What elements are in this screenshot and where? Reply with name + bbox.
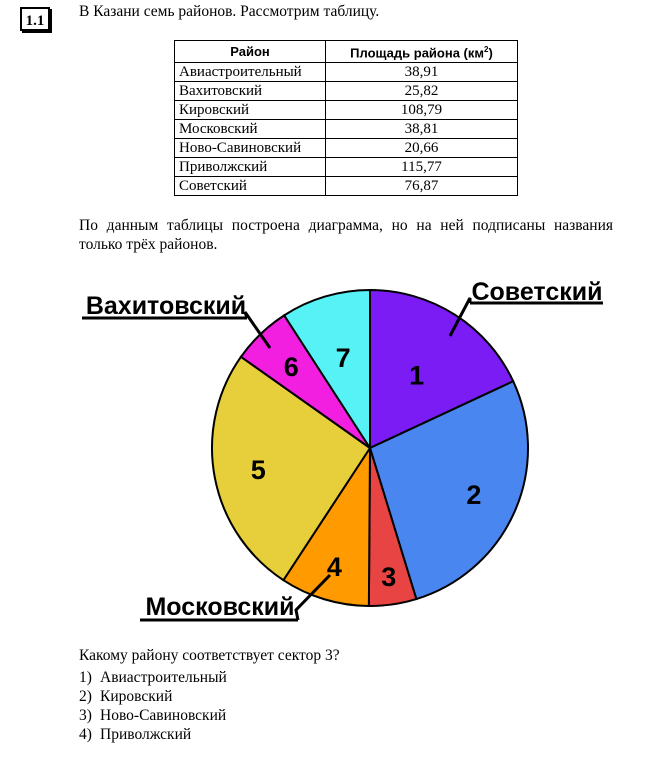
district-name: Кировский: [175, 101, 326, 120]
table-header-row: [175, 41, 518, 63]
answer-option[interactable]: [79, 668, 227, 687]
district-name: Авиастроительный: [175, 63, 326, 82]
annotation-label-4: Московский: [145, 593, 295, 621]
header-area-close: ): [488, 45, 493, 61]
slice-label-3: 3: [381, 562, 397, 593]
answer-number: 2): [79, 688, 92, 705]
header-district: Район: [175, 41, 326, 63]
annotation-label-6: Вахитовский: [85, 292, 247, 320]
task-number: 1.1: [20, 7, 50, 31]
district-name: Приволжский: [175, 158, 326, 177]
header-area: [326, 41, 518, 63]
answer-text: Авиастроительный: [100, 669, 227, 686]
table-row: [175, 63, 518, 82]
answer-text: Ново-Савиновский: [100, 707, 227, 724]
answer-number: 3): [79, 707, 92, 724]
table-row: [175, 101, 518, 120]
chart-description: По данным таблицы построена диаграмма, но на ней подписаны названия только трёх районов.: [79, 217, 613, 253]
header-area-sup: 2: [484, 45, 489, 54]
answer-text: Кировский: [100, 688, 173, 705]
answer-number: 4): [79, 726, 92, 743]
district-name: Ново-Савиновский: [175, 139, 326, 158]
district-area: 108,79: [326, 101, 518, 120]
district-area: 25,82: [326, 82, 518, 101]
table-row: [175, 120, 518, 139]
districts-table: [174, 40, 518, 196]
table-row: [175, 139, 518, 158]
annotation-label-1: Советский: [471, 278, 603, 306]
pie-chart: [0, 270, 647, 630]
answer-option[interactable]: [79, 687, 227, 706]
table-row: [175, 158, 518, 177]
district-area: 20,66: [326, 139, 518, 158]
district-area: 38,91: [326, 63, 518, 82]
district-area: 38,81: [326, 120, 518, 139]
answer-option[interactable]: [79, 706, 227, 725]
intro-text: В Казани семь районов. Рассмотрим таблицу.: [79, 3, 380, 20]
slice-label-2: 2: [466, 480, 482, 511]
header-area-text: Площадь района (км: [350, 45, 485, 61]
table-row: [175, 177, 518, 196]
slice-label-1: 1: [409, 360, 425, 391]
district-area: 76,87: [326, 177, 518, 196]
question-text: Какому району соответствует сектор 3?: [79, 647, 340, 664]
district-area: 115,77: [326, 158, 518, 177]
slice-label-6: 6: [283, 351, 299, 382]
answer-list: [79, 668, 227, 744]
table-row: [175, 82, 518, 101]
district-name: Вахитовский: [175, 82, 326, 101]
slice-label-5: 5: [250, 455, 266, 486]
answer-text: Приволжский: [100, 726, 192, 743]
district-name: Московский: [175, 120, 326, 139]
slice-label-7: 7: [335, 343, 351, 374]
slice-label-4: 4: [326, 551, 342, 582]
answer-number: 1): [79, 669, 92, 686]
district-name: Советский: [175, 177, 326, 196]
answer-option[interactable]: [79, 725, 227, 744]
